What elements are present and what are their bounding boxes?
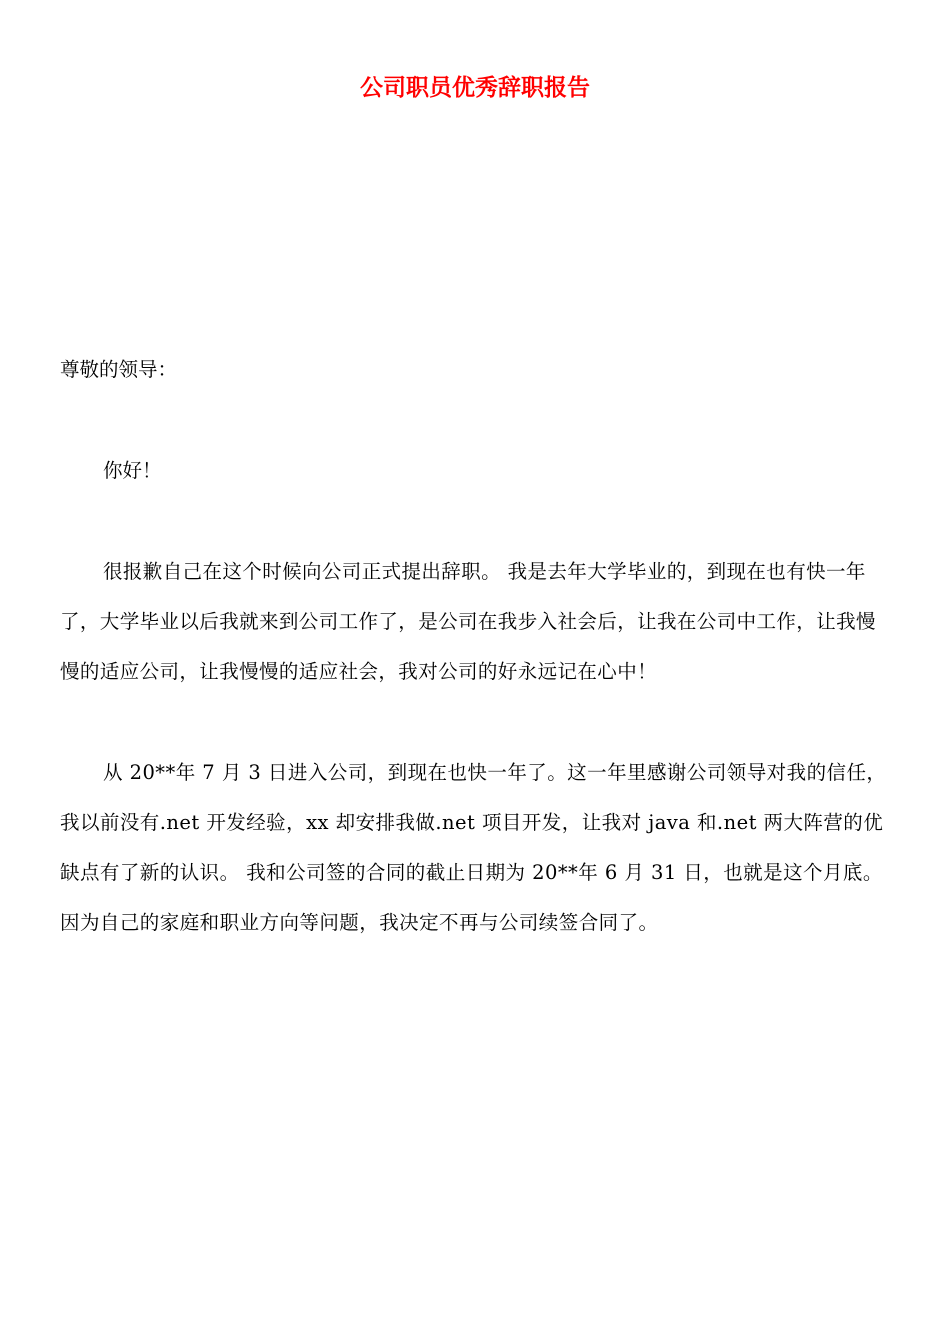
salutation: 尊敬的领导： [60,358,178,381]
document-title: 公司职员优秀辞职报告 [360,75,590,101]
greeting: 你好！ [103,459,162,482]
paragraph-contract: 从 20**年 7 月 3 日进入公司，到现在也快一年了。这一年里感谢公司领导对我的信任，我以前没有.net 开发经验，xx 却安排我做.net 项目开发，让我对 java 和.net 两大阵营的优缺点有了新的认识。 我和公司签的合同的截止日期为 20**年 6 月 31 日，也就是这个月底。因为自己的家庭和职业方向等问题，我决定不再与公司续签合同了。 [60,761,887,934]
paragraph-resignation: 很报歉自己在这个时候向公司正式提出辞职。 我是去年大学毕业的，到现在也有快一年了，大学毕业以后我就来到公司工作了，是公司在我步入社会后，让我在公司中工作，让我慢慢的适应公司，让我慢慢的适应社会，我对公司的好永远记在心中！ [60,560,876,683]
document-body [60,345,890,999]
